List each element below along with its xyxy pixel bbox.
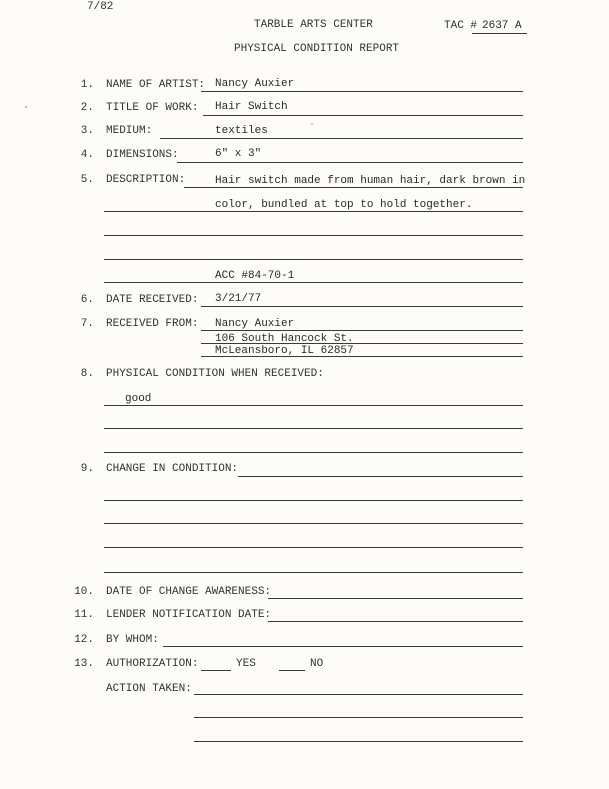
- authorization-yes-label: YES: [236, 658, 256, 670]
- description-rule-5: [104, 282, 523, 283]
- dimensions-label: DIMENSIONS:: [106, 149, 179, 161]
- date-change-line: [268, 598, 523, 599]
- description-label: DESCRIPTION:: [106, 174, 186, 186]
- description-rule-4: [104, 259, 523, 260]
- medium-value[interactable]: textiles: [215, 125, 268, 137]
- condition-received-rule-1: [104, 405, 523, 406]
- item-number-13: 13.: [74, 658, 94, 670]
- date-received-line: [201, 306, 523, 307]
- tac-number: 2637 A: [482, 20, 522, 32]
- condition-received-value[interactable]: good: [125, 393, 152, 405]
- lender-notification-label: LENDER NOTIFICATION DATE:: [106, 609, 272, 621]
- description-rule-2: [104, 211, 523, 212]
- authorization-no-blank[interactable]: [279, 670, 305, 671]
- report-title: PHYSICAL CONDITION REPORT: [234, 43, 400, 55]
- item-number-4: 4.: [80, 149, 94, 161]
- condition-received-rule-3: [104, 452, 523, 453]
- description-line-2[interactable]: color, bundled at top to hold together.: [215, 199, 473, 211]
- item-number-1: 1.: [80, 79, 94, 91]
- date-received-value[interactable]: 3/21/77: [215, 293, 262, 305]
- medium-line: [160, 138, 523, 139]
- medium-label: MEDIUM:: [106, 125, 153, 137]
- description-rule-1: [184, 187, 523, 188]
- item-number-10: 10.: [74, 586, 94, 598]
- item-number-8: 8.: [80, 368, 94, 380]
- lender-notification-line: [268, 621, 523, 622]
- action-taken-rule-2: [194, 717, 523, 718]
- received-from-rule-2: [201, 343, 523, 344]
- date-code: 7/82: [87, 1, 114, 13]
- accession-number[interactable]: ACC #84-70-1: [215, 270, 295, 282]
- item-number-12: 12.: [74, 634, 94, 646]
- received-from-label: RECEIVED FROM:: [106, 318, 199, 330]
- paper-speck: [311, 123, 313, 125]
- title-value[interactable]: Hair Switch: [215, 101, 288, 113]
- by-whom-label: BY WHOM:: [106, 634, 159, 646]
- change-condition-label: CHANGE IN CONDITION:: [106, 463, 239, 475]
- date-change-label: DATE OF CHANGE AWARENESS:: [106, 586, 272, 598]
- dimensions-value[interactable]: 6" x 3": [215, 148, 262, 160]
- received-from-street[interactable]: 106 South Hancock St.: [215, 333, 354, 345]
- received-from-rule-1: [201, 330, 523, 331]
- item-number-6: 6.: [80, 294, 94, 306]
- date-received-label: DATE RECEIVED:: [106, 294, 199, 306]
- item-number-5: 5.: [80, 174, 94, 186]
- action-taken-rule-1: [194, 694, 523, 695]
- dimensions-line: [177, 162, 523, 163]
- description-line-1[interactable]: Hair switch made from human hair, dark brown in: [215, 175, 526, 187]
- by-whom-line: [163, 646, 523, 647]
- artist-label: NAME OF ARTIST:: [106, 79, 206, 91]
- received-from-rule-3: [201, 356, 523, 357]
- item-number-11: 11.: [74, 609, 94, 621]
- artist-line: [201, 91, 523, 92]
- received-from-city[interactable]: McLeansboro, IL 62857: [215, 345, 354, 357]
- org-name: TARBLE ARTS CENTER: [254, 19, 373, 31]
- item-number-7: 7.: [80, 318, 94, 330]
- change-condition-rule-4: [104, 547, 523, 548]
- received-from-name[interactable]: Nancy Auxier: [215, 318, 295, 330]
- action-taken-rule-3: [194, 741, 523, 742]
- title-label: TITLE OF WORK:: [106, 102, 199, 114]
- paper-speck: [25, 106, 27, 108]
- action-taken-label: ACTION TAKEN:: [106, 683, 192, 695]
- condition-received-rule-2: [104, 428, 523, 429]
- authorization-yes-blank[interactable]: [201, 670, 231, 671]
- title-line: [203, 115, 523, 116]
- item-number-2: 2.: [80, 102, 94, 114]
- item-number-3: 3.: [80, 125, 94, 137]
- item-number-9: 9.: [80, 463, 94, 475]
- authorization-no-label: NO: [310, 658, 324, 670]
- change-condition-rule-2: [104, 500, 523, 501]
- tac-number-line: [472, 33, 527, 34]
- artist-value[interactable]: Nancy Auxier: [215, 78, 295, 90]
- change-condition-rule-5: [104, 572, 523, 573]
- condition-received-label: PHYSICAL CONDITION WHEN RECEIVED:: [106, 368, 324, 380]
- authorization-label: AUTHORIZATION:: [106, 658, 199, 670]
- change-condition-rule-1: [238, 476, 523, 477]
- change-condition-rule-3: [104, 523, 523, 524]
- tac-label: TAC #: [444, 20, 478, 32]
- description-rule-3: [104, 235, 523, 236]
